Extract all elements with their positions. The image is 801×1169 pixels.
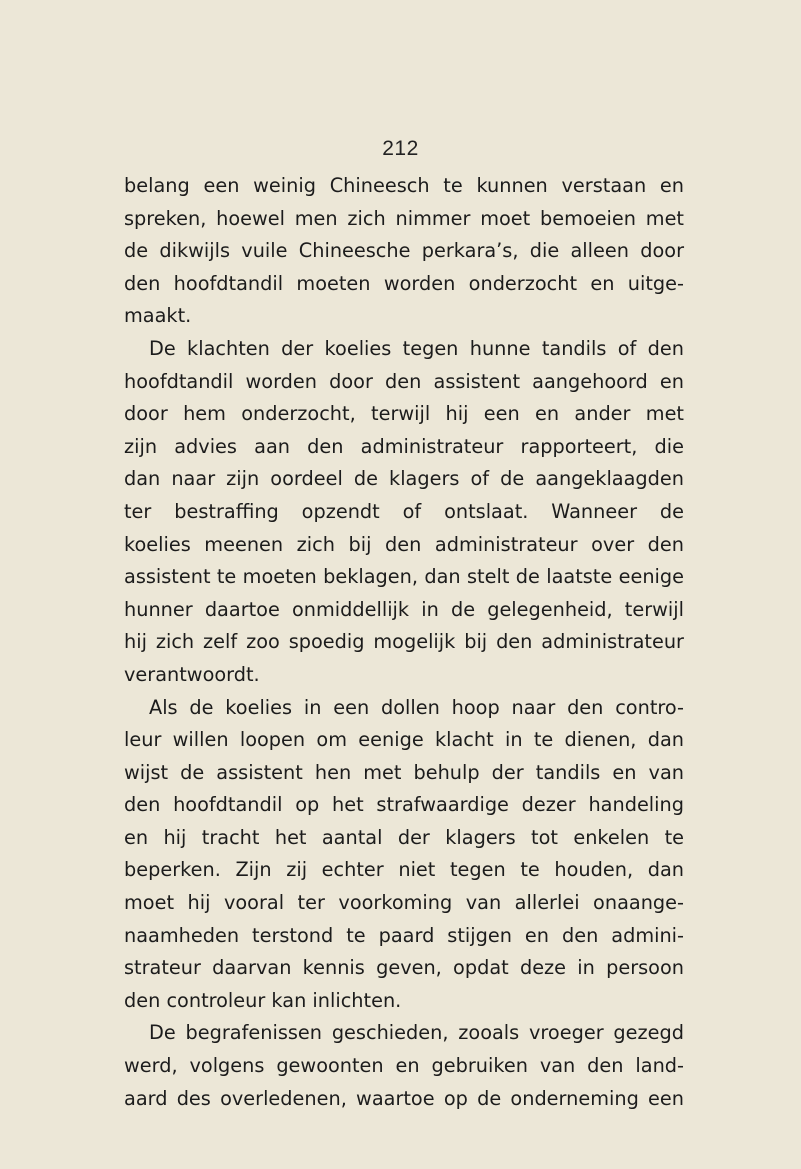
text-line: en hij tracht het aantal der klagers tot enkelen te xyxy=(124,825,684,849)
text-line: naamheden terstond te paard stijgen en den admini- xyxy=(124,923,684,947)
text-line: De klachten der koelies tegen hunne tandils of den xyxy=(149,336,684,360)
text-line: werd, volgens gewoonten en gebruiken van den land- xyxy=(124,1054,684,1078)
text-line: assistent te moeten beklagen, dan stelt de laatste eenige xyxy=(124,565,684,589)
text-line: den hoofdtandil op het strafwaardige dezer handeling xyxy=(124,793,684,817)
text-line: hij zich zelf zoo spoedig mogelijk bij den administrateur xyxy=(124,630,684,654)
text-line: zijn advies aan den administrateur rapporteert, die xyxy=(124,434,684,458)
text-line: den hoofdtandil moeten worden onderzocht en uitge- xyxy=(124,271,684,295)
text-line: De begrafenissen geschieden, zooals vroeger gezegd xyxy=(149,1021,684,1045)
text-line: ter bestraffing opzendt of ontslaat. Wanneer de xyxy=(124,499,684,523)
page-number: 212 xyxy=(382,137,419,160)
text-line: aard des overledenen, waartoe op de onderneming een xyxy=(124,1086,684,1110)
text-line: den controleur kan inlichten. xyxy=(124,988,402,1012)
text-line: strateur daarvan kennis geven, opdat deze in persoon xyxy=(124,956,684,980)
text-line: beperken. Zijn zij echter niet tegen te houden, dan xyxy=(124,858,684,882)
text-line: moet hij vooral ter voorkoming van allerlei onaange- xyxy=(124,891,684,915)
text-line: leur willen loopen om eenige klacht in te dienen, dan xyxy=(124,728,684,752)
text-line: Als de koelies in een dollen hoop naar den contro- xyxy=(149,695,684,719)
text-line: de dikwijls vuile Chineesche perkara’s, die alleen door xyxy=(124,239,684,263)
text-line: verantwoordt. xyxy=(124,662,260,686)
text-line: hoofdtandil worden door den assistent aangehoord en xyxy=(124,369,684,393)
text-line: dan naar zijn oordeel de klagers of de aangeklaagden xyxy=(124,467,684,491)
text-line: hunner daartoe onmiddellijk in de gelegenheid, terwijl xyxy=(124,597,684,621)
text-line: wijst de assistent hen met behulp der tandils en van xyxy=(124,760,684,784)
text-line: spreken, hoewel men zich nimmer moet bemoeien met xyxy=(124,206,684,230)
text-line: maakt. xyxy=(124,304,192,328)
text-line: door hem onderzocht, terwijl hij een en ander met xyxy=(124,402,684,426)
text-line: koelies meenen zich bij den administrateur over den xyxy=(124,532,684,556)
text-line: belang een weinig Chineesch te kunnen verstaan en xyxy=(124,174,684,197)
body-text xyxy=(124,170,684,1115)
